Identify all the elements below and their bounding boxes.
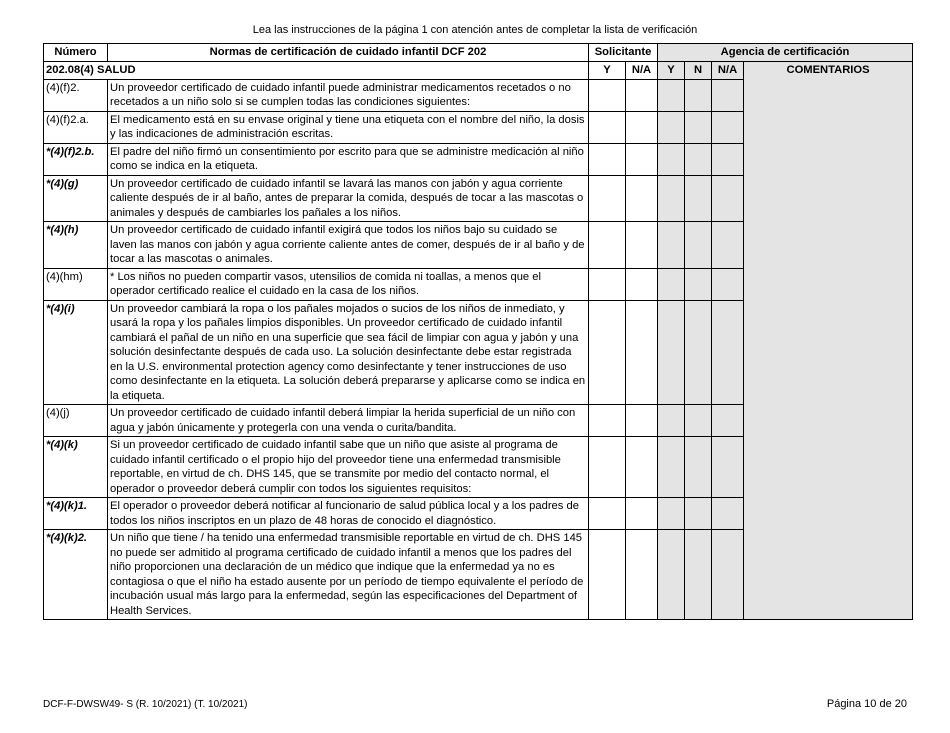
agency-n-cell[interactable]: [685, 175, 712, 222]
row-standard-text: * Los niños no pueden compartir vasos, utensilios de comida ni toallas, a menos que el operador certificado realice el cuidado en la casa de los niños.: [108, 268, 589, 300]
sub-header-agency-na: N/A: [712, 62, 744, 80]
row-number: *(4)(i): [44, 300, 108, 405]
agency-na-cell[interactable]: [712, 300, 744, 405]
agency-na-cell[interactable]: [712, 530, 744, 620]
applicant-y-cell[interactable]: [589, 530, 626, 620]
section-row: [44, 62, 913, 80]
page-number: Página 10 de 20: [826, 698, 907, 710]
applicant-y-cell[interactable]: [589, 268, 626, 300]
agency-na-cell[interactable]: [712, 111, 744, 143]
agency-n-cell[interactable]: [685, 437, 712, 498]
row-standard-text: Un proveedor certificado de cuidado infantil puede administrar medicamentos recetados o no recetados a un niño solo si se cumplen todas las condiciones siguientes:: [108, 79, 589, 111]
row-standard-text: Si un proveedor certificado de cuidado infantil sabe que un niño que asiste al programa de cuidado infantil certificado o el propio hijo del proveedor tiene una enfermedad transmisible reportable, en virtud de ch. DHS 145, que se transmite por medio del contacto normal, el operador o proveedor deberá cumplir con todos los siguientes requisitos:: [108, 437, 589, 498]
comentarios-label: COMENTARIOS: [786, 64, 870, 76]
agency-y-cell[interactable]: [658, 143, 685, 175]
row-standard-text: El operador o proveedor deberá notificar al funcionario de salud pública local y a los padres de todos los niños inscriptos en un plazo de 48 horas de conocido el diagnóstico.: [108, 498, 589, 530]
sub-header-na: N/A: [626, 62, 658, 80]
applicant-y-cell[interactable]: [589, 222, 626, 269]
agency-na-cell[interactable]: [712, 268, 744, 300]
header-row: [44, 44, 913, 62]
agency-na-cell[interactable]: [712, 143, 744, 175]
sub-header-y: Y: [589, 62, 626, 80]
agency-n-cell[interactable]: [685, 79, 712, 111]
row-standard-text: Un proveedor certificado de cuidado infantil exigirá que todos los niños bajo su cuidado se laven las manos con jabón y agua corriente caliente antes de comer, después de ir al baño y de tocar a las mascotas o animales.: [108, 222, 589, 269]
form-id: DCF-F-DWSW49- S (R. 10/2021) (T. 10/2021): [43, 699, 248, 710]
agency-y-cell[interactable]: [658, 175, 685, 222]
agency-y-cell[interactable]: [658, 268, 685, 300]
agency-na-cell[interactable]: [712, 175, 744, 222]
sub-header-agency-y: Y: [658, 62, 685, 80]
agency-n-cell[interactable]: [685, 222, 712, 269]
row-number: (4)(f)2.a.: [44, 111, 108, 143]
applicant-y-cell[interactable]: [589, 300, 626, 405]
applicant-y-cell[interactable]: [589, 405, 626, 437]
agency-na-cell[interactable]: [712, 437, 744, 498]
agency-n-cell[interactable]: [685, 300, 712, 405]
applicant-y-cell[interactable]: [589, 143, 626, 175]
row-standard-text: El medicamento está en su envase original y tiene una etiqueta con el nombre del niño, la dosis y las indicaciones de administración escritas.: [108, 111, 589, 143]
applicant-na-cell[interactable]: [626, 300, 658, 405]
applicant-na-cell[interactable]: [626, 405, 658, 437]
agency-y-cell[interactable]: [658, 300, 685, 405]
instructions-note: Lea las instrucciones de la página 1 con atención antes de completar la lista de verificación: [252, 24, 698, 36]
agency-y-cell[interactable]: [658, 111, 685, 143]
applicant-na-cell[interactable]: [626, 498, 658, 530]
applicant-y-cell[interactable]: [589, 111, 626, 143]
agency-y-cell[interactable]: [658, 437, 685, 498]
row-standard-text: Un proveedor certificado de cuidado infantil se lavará las manos con jabón y agua corriente caliente después de ir al baño, antes de preparar la comida, después de tocar a las mascotas o animales y después de cambiarles los pañales a los niños.: [108, 175, 589, 222]
row-number: *(4)(k)1.: [44, 498, 108, 530]
header-normas: Normas de certificación de cuidado infantil DCF 202: [108, 44, 589, 62]
applicant-na-cell[interactable]: [626, 530, 658, 620]
applicant-na-cell[interactable]: [626, 268, 658, 300]
agency-n-cell[interactable]: [685, 498, 712, 530]
agency-na-cell[interactable]: [712, 222, 744, 269]
comentarios-column[interactable]: [744, 62, 913, 620]
agency-y-cell[interactable]: [658, 79, 685, 111]
applicant-y-cell[interactable]: [589, 437, 626, 498]
row-number: *(4)(k): [44, 437, 108, 498]
applicant-na-cell[interactable]: [626, 437, 658, 498]
row-number: *(4)(f)2.b.: [44, 143, 108, 175]
row-number: (4)(f)2.: [44, 79, 108, 111]
row-number: *(4)(h): [44, 222, 108, 269]
row-number: *(4)(k)2.: [44, 530, 108, 620]
row-standard-text: Un proveedor cambiará la ropa o los pañales mojados o sucios de los niños de inmediato, y usará la ropa y los pañales limpios disponibles. Un proveedor certificado de cuidado infantil cambiará el pañal de un niño en una superficie que sea fácil de limpiar con agua y jabón y una solución desinfectante después de cada uso. La solución desinfectante debe estar registrada en la U.S. environmental protection agency como desinfectante y tener instrucciones de uso como desinfectante en la etiqueta. La solución deberá prepararse y aplicarse como se indica en la etiqueta.: [108, 300, 589, 405]
header-agencia: Agencia de certificación: [658, 44, 913, 62]
row-number: (4)(j): [44, 405, 108, 437]
header-solicitante: Solicitante: [589, 44, 658, 62]
agency-n-cell[interactable]: [685, 405, 712, 437]
agency-y-cell[interactable]: [658, 530, 685, 620]
agency-n-cell[interactable]: [685, 530, 712, 620]
agency-n-cell[interactable]: [685, 111, 712, 143]
row-standard-text: Un niño que tiene / ha tenido una enfermedad transmisible reportable en virtud de ch. DHS 145 no puede ser admitido al programa certificado de cuidado infantil a menos que los padres del niño proporcionen una declaración de un médico que indique que la enfermedad ya no es contagiosa o que el niño ha estado ausente por un período de tiempo equivalente el período de incubación usual más largo para la enfermedad, según las especificaciones del Department of Health Services.: [108, 530, 589, 620]
certification-checklist-table: [43, 43, 913, 620]
header-numero: Número: [44, 44, 108, 62]
agency-y-cell[interactable]: [658, 498, 685, 530]
agency-n-cell[interactable]: [685, 268, 712, 300]
agency-na-cell[interactable]: [712, 498, 744, 530]
row-number: *(4)(g): [44, 175, 108, 222]
row-standard-text: Un proveedor certificado de cuidado infantil deberá limpiar la herida superficial de un niño con agua y jabón únicamente y protegerla con una venda o curita/bandita.: [108, 405, 589, 437]
agency-y-cell[interactable]: [658, 222, 685, 269]
section-label: 202.08(4) SALUD: [44, 62, 589, 80]
applicant-na-cell[interactable]: [626, 143, 658, 175]
applicant-na-cell[interactable]: [626, 175, 658, 222]
applicant-y-cell[interactable]: [589, 79, 626, 111]
applicant-na-cell[interactable]: [626, 222, 658, 269]
applicant-na-cell[interactable]: [626, 111, 658, 143]
agency-y-cell[interactable]: [658, 405, 685, 437]
sub-header-agency-n: N: [685, 62, 712, 80]
row-number: (4)(hm): [44, 268, 108, 300]
row-standard-text: El padre del niño firmó un consentimiento por escrito para que se administre medicación al niño como se indica en la etiqueta.: [108, 143, 589, 175]
agency-na-cell[interactable]: [712, 405, 744, 437]
applicant-y-cell[interactable]: [589, 498, 626, 530]
applicant-na-cell[interactable]: [626, 79, 658, 111]
agency-na-cell[interactable]: [712, 79, 744, 111]
applicant-y-cell[interactable]: [589, 175, 626, 222]
agency-n-cell[interactable]: [685, 143, 712, 175]
